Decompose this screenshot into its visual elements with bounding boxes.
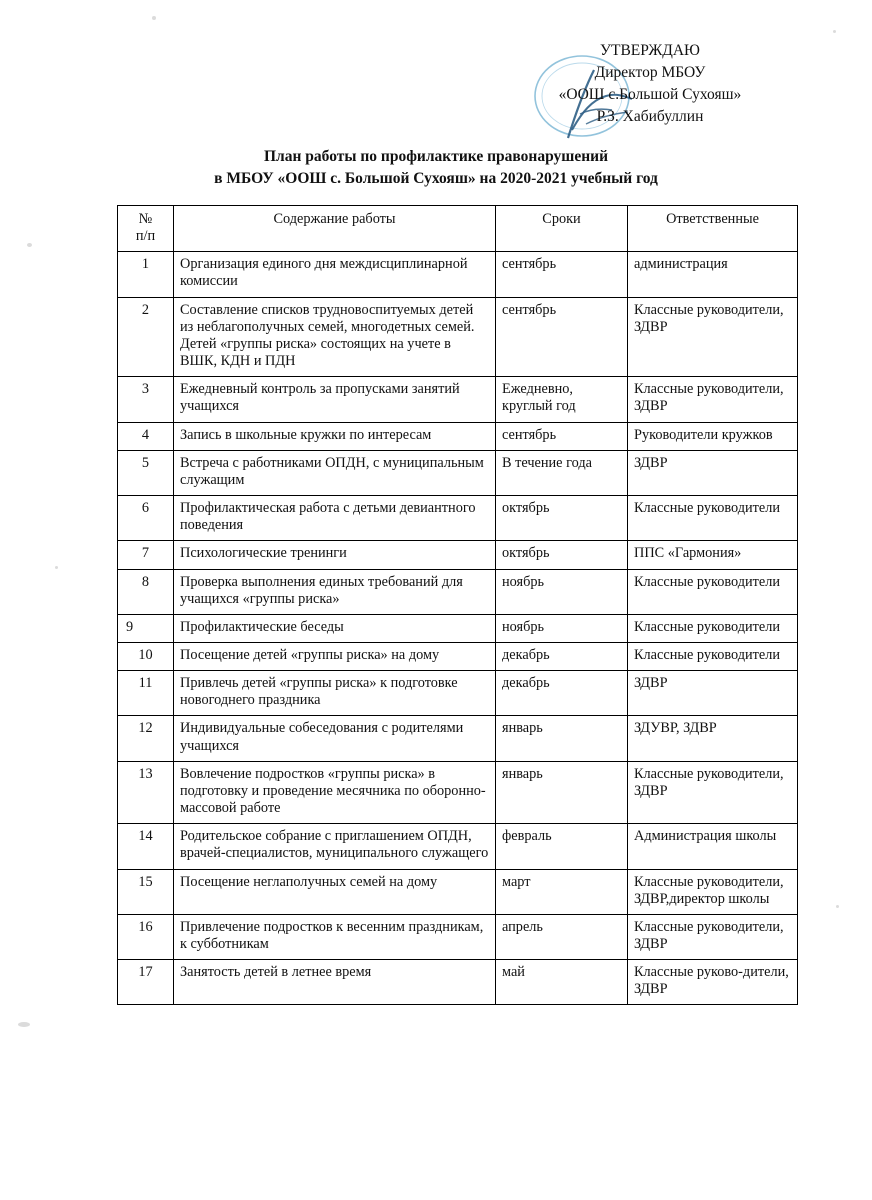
cell-terms: ноябрь [496, 569, 628, 614]
cell-terms: В течение года [496, 450, 628, 495]
cell-content: Встреча с работниками ОПДН, с муниципальным служащим [174, 450, 496, 495]
table-row [118, 614, 798, 642]
cell-content: Организация единого дня междисциплинарной комиссии [174, 252, 496, 297]
cell-content: Привлечь детей «группы риска» к подготовке новогоднего праздника [174, 671, 496, 716]
cell-number: 10 [118, 642, 174, 670]
cell-content: Проверка выполнения единых требований для учащихся «группы риска» [174, 569, 496, 614]
scan-speck [55, 566, 58, 569]
column-header-number-line1: № [138, 211, 153, 227]
cell-terms: февраль [496, 824, 628, 869]
table-row [118, 450, 798, 495]
cell-number: 16 [118, 914, 174, 959]
approval-line-4: Р.З. Хабибуллин [596, 108, 704, 125]
cell-content: Профилактическая работа с детьми девиантного поведения [174, 496, 496, 541]
table-row [118, 252, 798, 297]
scan-speck [836, 905, 839, 908]
cell-terms: декабрь [496, 642, 628, 670]
table-row [118, 496, 798, 541]
table-row [118, 422, 798, 450]
cell-responsible: Классные руководители, ЗДВР [628, 761, 798, 823]
table-row [118, 824, 798, 869]
cell-content: Посещение детей «группы риска» на дому [174, 642, 496, 670]
cell-number: 6 [118, 496, 174, 541]
cell-responsible: Классные руководители, ЗДВР [628, 914, 798, 959]
cell-content: Профилактические беседы [174, 614, 496, 642]
approval-block [500, 40, 800, 128]
cell-content: Составление списков трудновоспитуемых детей из неблагополучных семей, многодетных семей. Детей «группы риска» состоящих на учете в ВШК, КДН и ПДН [174, 297, 496, 377]
column-header-content: Содержание работы [174, 206, 496, 252]
cell-content: Занятость детей в летнее время [174, 960, 496, 1005]
cell-number: 1 [118, 252, 174, 297]
cell-terms: сентябрь [496, 252, 628, 297]
cell-responsible: Классные руководители, ЗДВР,директор школы [628, 869, 798, 914]
cell-responsible: Классные руководители [628, 614, 798, 642]
cell-responsible: Классные руководители [628, 496, 798, 541]
cell-terms: ноябрь [496, 614, 628, 642]
cell-number: 7 [118, 541, 174, 569]
cell-content: Индивидуальные собеседования с родителями учащихся [174, 716, 496, 761]
cell-number: 14 [118, 824, 174, 869]
cell-terms: сентябрь [496, 297, 628, 377]
cell-responsible: Классные руководители [628, 569, 798, 614]
cell-responsible: ЗДВР [628, 671, 798, 716]
cell-number: 11 [118, 671, 174, 716]
cell-terms: декабрь [496, 671, 628, 716]
cell-number: 17 [118, 960, 174, 1005]
cell-responsible: ЗДУВР, ЗДВР [628, 716, 798, 761]
table-row [118, 377, 798, 422]
cell-terms: январь [496, 716, 628, 761]
cell-content: Родительское собрание с приглашением ОПДН, врачей-специалистов, муниципального служащего [174, 824, 496, 869]
cell-responsible: Администрация школы [628, 824, 798, 869]
cell-number: 2 [118, 297, 174, 377]
cell-number: 9 [118, 614, 174, 642]
cell-content: Запись в школьные кружки по интересам [174, 422, 496, 450]
page-title-line-1: План работы по профилактике правонарушений [263, 148, 608, 165]
cell-content: Посещение неглаполучных семей на дому [174, 869, 496, 914]
cell-responsible: администрация [628, 252, 798, 297]
cell-number: 5 [118, 450, 174, 495]
page-title [0, 146, 872, 191]
table-row [118, 642, 798, 670]
table-row [118, 541, 798, 569]
cell-number: 15 [118, 869, 174, 914]
cell-responsible: Классные руково-дители, ЗДВР [628, 960, 798, 1005]
cell-number: 3 [118, 377, 174, 422]
cell-content: Психологические тренинги [174, 541, 496, 569]
cell-number: 4 [118, 422, 174, 450]
cell-terms: октябрь [496, 541, 628, 569]
cell-number: 8 [118, 569, 174, 614]
table-row [118, 960, 798, 1005]
scan-speck [18, 1022, 30, 1027]
cell-responsible: Классные руководители [628, 642, 798, 670]
scan-speck [152, 16, 156, 20]
approval-line-3: «ООШ с.Большой Сухояш» [558, 86, 742, 103]
cell-terms: январь [496, 761, 628, 823]
column-header-terms: Сроки [496, 206, 628, 252]
column-header-number [118, 206, 174, 252]
cell-terms: апрель [496, 914, 628, 959]
cell-terms: сентябрь [496, 422, 628, 450]
scan-speck [27, 243, 32, 247]
cell-content: Ежедневный контроль за пропусками занятий учащихся [174, 377, 496, 422]
column-header-responsible: Ответственные [628, 206, 798, 252]
cell-number: 12 [118, 716, 174, 761]
table-row [118, 914, 798, 959]
cell-terms: март [496, 869, 628, 914]
table-body [118, 252, 798, 1005]
table-row [118, 869, 798, 914]
cell-terms: май [496, 960, 628, 1005]
cell-content: Привлечение подростков к весенним праздникам, к субботникам [174, 914, 496, 959]
cell-responsible: ППС «Гармония» [628, 541, 798, 569]
cell-responsible: Классные руководители, ЗДВР [628, 377, 798, 422]
table-row [118, 671, 798, 716]
cell-responsible: ЗДВР [628, 450, 798, 495]
cell-terms: октябрь [496, 496, 628, 541]
column-header-number-line2: п/п [135, 228, 156, 245]
table-header-row [118, 206, 798, 252]
scan-speck [833, 30, 836, 33]
approval-line-1: УТВЕРЖДАЮ [600, 42, 700, 59]
cell-content: Вовлечение подростков «группы риска» в подготовку и проведение месячника по оборонно-массовой работе [174, 761, 496, 823]
cell-responsible: Классные руководители, ЗДВР [628, 297, 798, 377]
table-header [118, 206, 798, 252]
plan-table [117, 205, 798, 1005]
approval-line-2: Директор МБОУ [594, 64, 706, 81]
table-row [118, 297, 798, 377]
table-row [118, 716, 798, 761]
plan-table-wrapper [117, 205, 797, 1005]
cell-terms: Ежедневно, круглый год [496, 377, 628, 422]
table-row [118, 569, 798, 614]
table-row [118, 761, 798, 823]
cell-responsible: Руководители кружков [628, 422, 798, 450]
page-title-line-2: в МБОУ «ООШ с. Большой Сухояш» на 2020-2021 учебный год [214, 170, 658, 188]
cell-number: 13 [118, 761, 174, 823]
